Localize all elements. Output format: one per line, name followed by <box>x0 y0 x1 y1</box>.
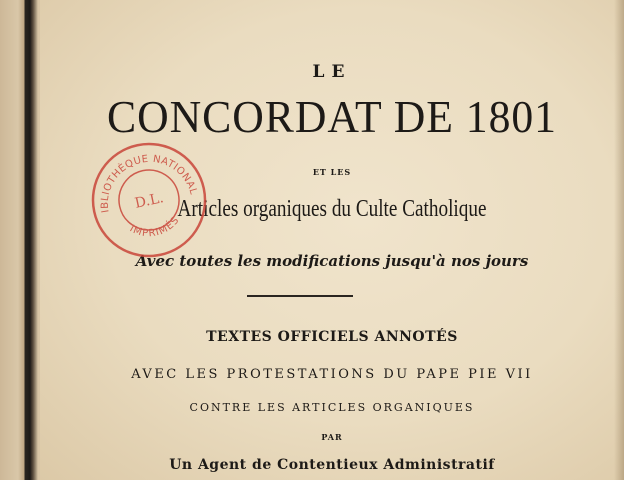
book-spine <box>0 0 40 480</box>
title-article: LE <box>312 62 352 82</box>
textes-heading: TEXTES OFFICIELS ANNOTÉS <box>206 329 458 345</box>
stamp-bottom-text: IMPRIMÉS <box>127 214 182 240</box>
main-title: CONCORDAT DE 1801 <box>107 91 557 142</box>
tagline: Avec toutes les modifications jusqu'à nos jours <box>135 252 529 270</box>
library-stamp-icon <box>87 138 211 262</box>
subtitle: Articles organiques du Culte Catholique <box>177 196 487 222</box>
stamp-top-text: BIBLIOTHÈQUE NATIONALE <box>99 153 199 214</box>
divider <box>247 295 353 297</box>
et-les-label: ET LES <box>312 167 352 177</box>
author-line: Un Agent de Contentieux Administratif <box>169 457 495 473</box>
protestations-line: AVEC LES PROTESTATIONS DU PAPE PIE VII <box>131 367 533 382</box>
contre-line: CONTRE LES ARTICLES ORGANIQUES <box>189 401 475 414</box>
stamp-center-text: D.L. <box>133 190 166 212</box>
svg-text:IMPRIMÉS <box>126 213 184 244</box>
par-label: PAR <box>321 432 343 442</box>
